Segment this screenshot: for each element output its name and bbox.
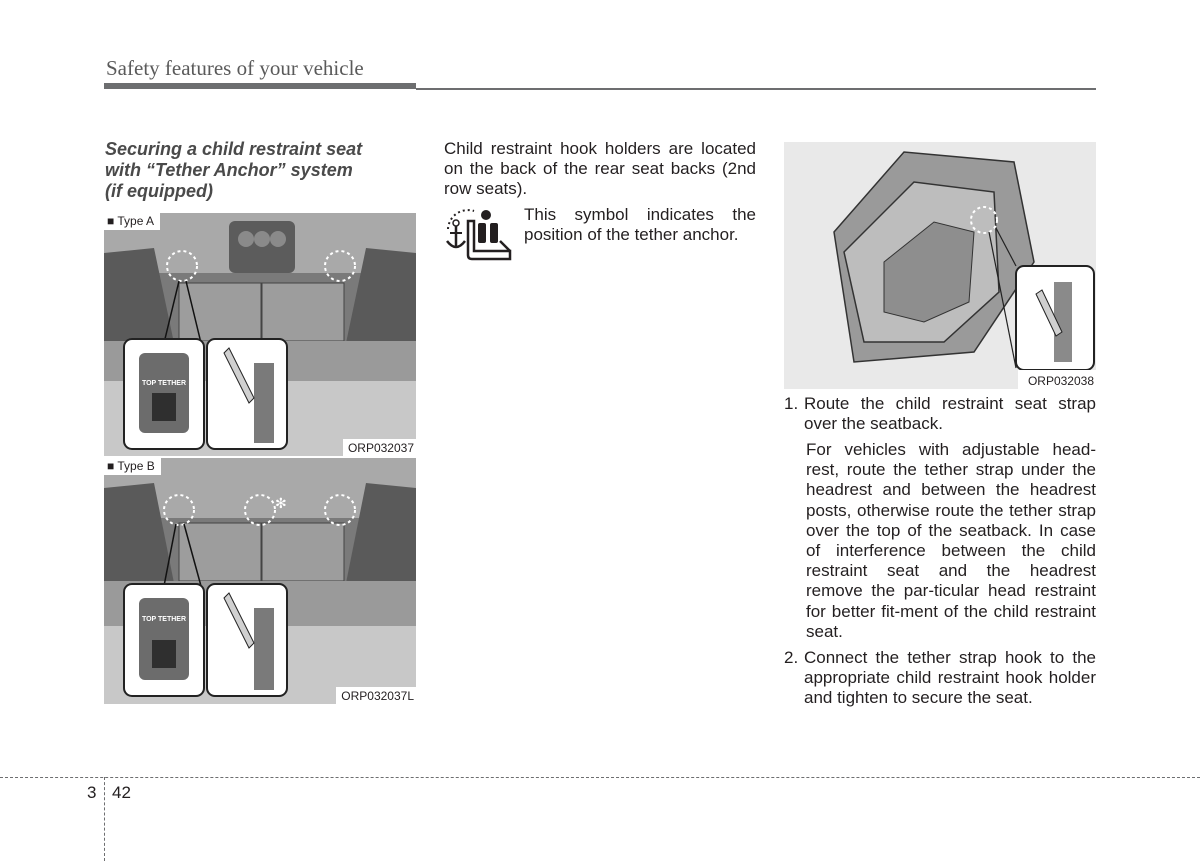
header-rule-thick bbox=[104, 83, 416, 89]
figure-code-seat: ORP032038 bbox=[1023, 372, 1096, 389]
footer-rule bbox=[0, 777, 1200, 778]
step-text: Route the child restraint seat strap over the seatback. bbox=[804, 394, 1096, 434]
child-seat-illustration bbox=[784, 142, 1096, 389]
intro-paragraph: Child restraint hook holders are located on the back of the rear seat backs (2nd row seats). bbox=[444, 139, 756, 198]
step-number: 1. bbox=[784, 394, 799, 413]
svg-text:✻: ✻ bbox=[275, 496, 287, 512]
page-header-title: Safety features of your vehicle bbox=[106, 56, 364, 80]
step-text: Connect the tether strap hook to the appropriate child restraint hook holder and tighten to secure the seat. bbox=[804, 648, 1096, 708]
figure-tag-type-a: ■ Type A bbox=[104, 213, 160, 230]
cargo-area-illustration-b bbox=[104, 458, 416, 704]
figure-type-b bbox=[104, 458, 416, 704]
step-1-note: For vehicles with adjustable head-rest, route the tether strap under the headrest and between the headrest posts, otherwise route the tether strap over the top of the seatback. In case of interference between the child restraint seat and the headrest remove the par-ticular head restraint for better fit-ment of the child restraint seat. bbox=[806, 440, 1096, 641]
top-tether-label-b: TOP TETHER bbox=[141, 616, 187, 623]
symbol-row bbox=[444, 205, 756, 265]
page-number: 42 bbox=[112, 783, 131, 802]
figure-tag-type-b: ■ Type B bbox=[104, 458, 161, 475]
figure-seat bbox=[784, 142, 1096, 389]
figure-code-b: ORP032037L bbox=[336, 687, 416, 704]
section-heading-line: (if equipped) bbox=[105, 181, 213, 201]
tether-anchor-symbol-icon bbox=[444, 207, 516, 263]
chapter-number: 3 bbox=[87, 783, 97, 802]
header-rule-thin bbox=[416, 88, 1096, 90]
symbol-description: This symbol indicates the position of the tether anchor. bbox=[524, 205, 756, 244]
figure-code-a: ORP032037 bbox=[343, 439, 416, 456]
top-tether-label-a: TOP TETHER bbox=[141, 380, 187, 387]
section-heading-line: Securing a child restraint seat bbox=[105, 139, 363, 159]
section-heading bbox=[105, 139, 405, 202]
footer-divider bbox=[104, 777, 105, 861]
figure-type-a bbox=[104, 213, 416, 456]
cargo-area-illustration-a bbox=[104, 213, 416, 456]
step-2 bbox=[784, 648, 1096, 709]
step-1 bbox=[784, 394, 1096, 434]
section-heading-line: with “Tether Anchor” system bbox=[105, 160, 353, 180]
step-number: 2. bbox=[784, 648, 799, 667]
